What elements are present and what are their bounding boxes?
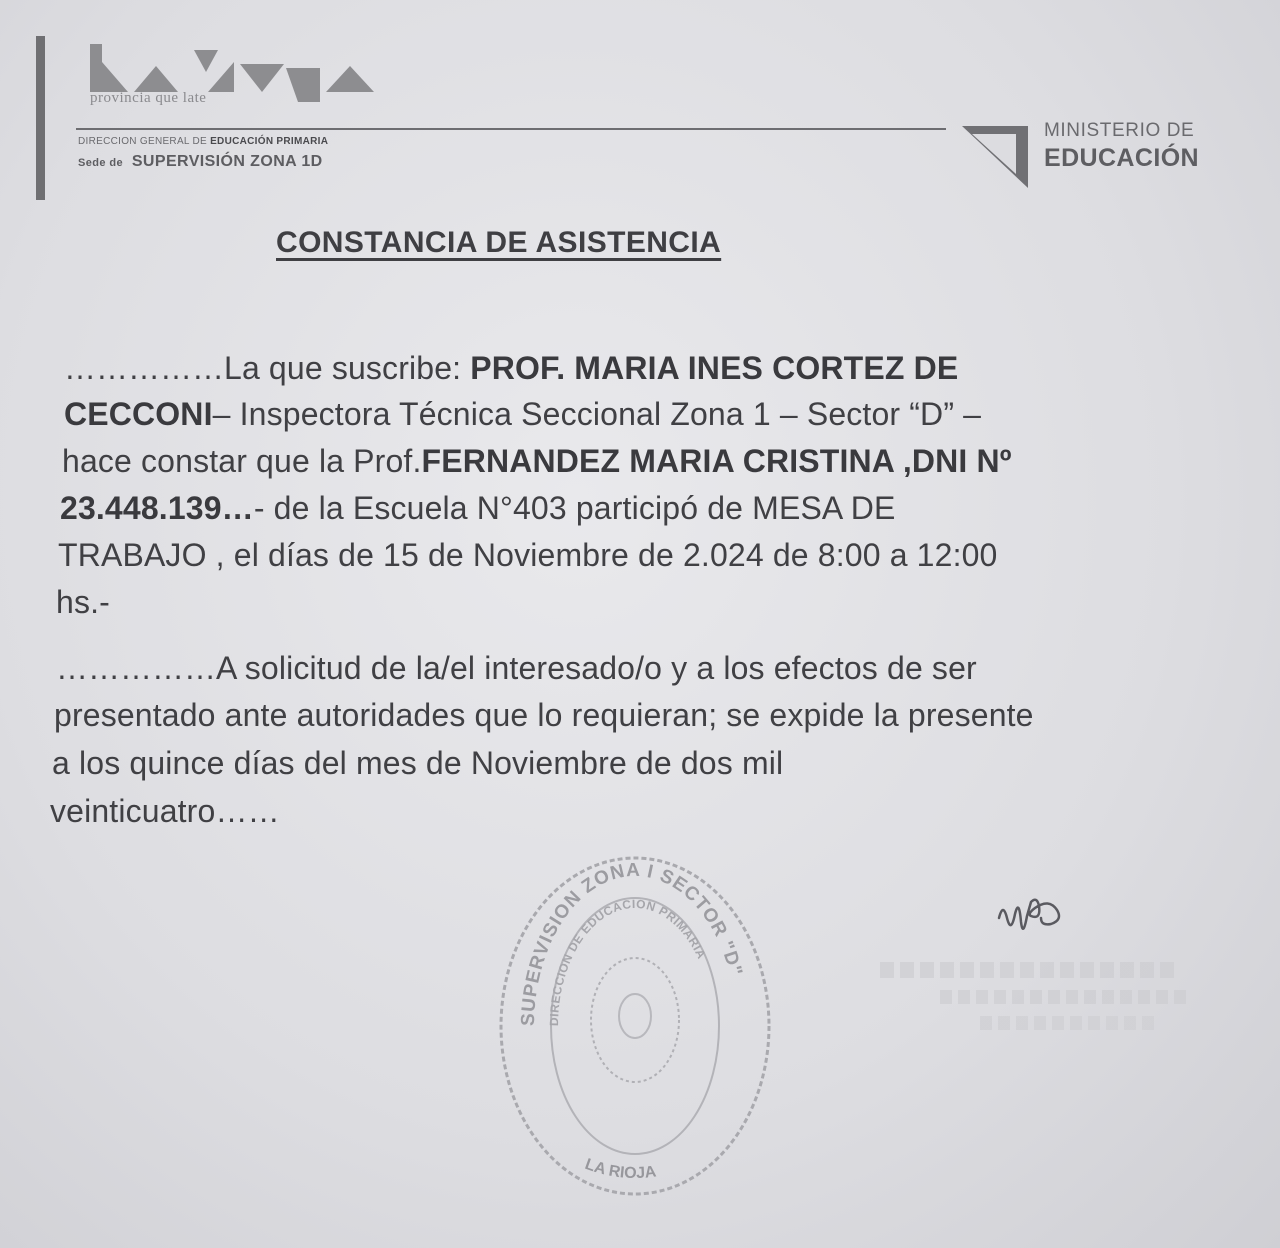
faded-stamp-line-1 [880, 962, 1180, 978]
paragraph2-line4 [50, 793, 280, 830]
paragraph1-line5 [58, 537, 998, 574]
attendee-name: FERNANDEZ MARIA CRISTINA ,DNI Nº [421, 443, 1012, 479]
header-accent-bar [36, 36, 45, 200]
sede-name: SUPERVISIÓN ZONA 1D [131, 153, 323, 170]
official-stamp-icon [492, 850, 778, 1202]
text-span: presentado ante autoridades que lo requieran; se expide la presente [54, 697, 1034, 733]
leader-dots: …………… [64, 350, 224, 386]
faded-stamp-line-3 [980, 1016, 1160, 1030]
paragraph1-line2 [64, 396, 981, 433]
stamp-inner-text: DIRECCION DE EDUCACION PRIMARIA [546, 896, 709, 1027]
ministerio-logo-icon [960, 124, 1030, 190]
signer-name: PROF. MARIA INES CORTEZ DE [470, 350, 959, 386]
paragraph2-line1 [56, 650, 977, 687]
attendee-dni: 23.448.139… [60, 490, 254, 526]
stamp-bottom-text: LA RIOJA [582, 1155, 658, 1183]
paragraph2-line3 [52, 745, 783, 782]
educacion-label: EDUCACIÓN [1044, 144, 1199, 172]
direccion-prefix: DIRECCION GENERAL DE [78, 136, 207, 147]
svg-text:LA RIOJA [583, 1156, 658, 1182]
text-span: hace constar que la Prof. [62, 443, 422, 479]
text-span: A solicitud de la/el interesado/o y a los efectos de ser [216, 650, 977, 686]
text-span: veinticuatro…… [50, 793, 280, 829]
text-span: – Inspectora Técnica Seccional Zona 1 – Sector “D” – [212, 396, 982, 432]
paragraph2-line2 [54, 697, 1034, 734]
sede-supervision [78, 153, 323, 171]
paragraph1-line6 [56, 584, 110, 621]
paragraph1-line1 [64, 350, 958, 387]
text-span: - de la Escuela N°403 participó de MESA DE [253, 490, 896, 526]
text-span: a los quince días del mes de Noviembre de dos mil [52, 745, 784, 781]
header-rule [76, 128, 946, 130]
signature-icon [995, 888, 1085, 938]
faded-stamp-line-2 [940, 990, 1190, 1004]
paragraph1-line4 [60, 490, 895, 527]
direccion-general [78, 136, 328, 147]
signer-surname: CECCONI [64, 396, 213, 432]
stamp-outer-text: SUPERVISION ZONA I SECTOR "D" [517, 859, 747, 1027]
ministerio-label: MINISTERIO DE [1044, 120, 1195, 141]
text-span: hs.- [56, 584, 110, 620]
leader-dots: …………… [56, 650, 216, 686]
paragraph1-line3 [62, 443, 1012, 480]
logo-tagline: provincia que late [90, 90, 207, 106]
direccion-strong: EDUCACIÓN PRIMARIA [210, 136, 329, 147]
text-span: TRABAJO , el días de 15 de Noviembre de 2.024 de 8:00 a 12:00 [58, 537, 998, 573]
sede-prefix: Sede de [78, 157, 123, 169]
text-span: La que suscribe: [224, 350, 471, 386]
document-title: CONSTANCIA DE ASISTENCIA [276, 226, 722, 259]
